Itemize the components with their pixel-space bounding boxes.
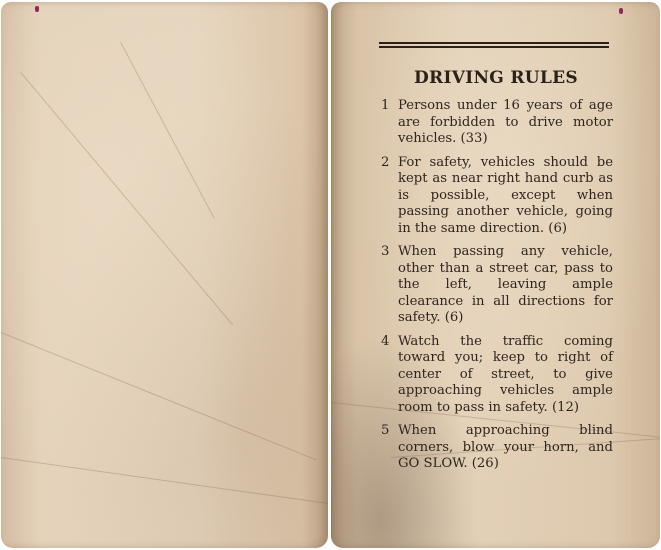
spine-fold: [331, 2, 332, 548]
crease-line: [1, 332, 316, 460]
rule-text: When passing any vehicle, other than a street car, pass to the left, leaving ample clearance in all directions for safety. (6): [398, 244, 613, 325]
rule-item: [381, 334, 613, 417]
rule-number: 4: [381, 333, 390, 349]
ink-speck: [619, 8, 623, 14]
crease-line: [20, 72, 233, 325]
rule-item: [381, 423, 613, 473]
rule-number: 3: [381, 244, 390, 259]
double-rule: [379, 42, 609, 48]
rule-text: When approaching blind corners, blow your horn, and GO SLOW. (26): [398, 423, 613, 471]
rule-item: [381, 244, 613, 327]
left-page: [1, 2, 328, 548]
rule-number: 2: [381, 154, 390, 170]
rule-text: For safety, vehicles should be kept as near right hand curb as is possible, except when passing another vehicle, going in the same direction. (6): [398, 154, 613, 236]
ink-speck: [35, 6, 39, 12]
rule-text: Persons under 16 years of age are forbidden to drive motor vehicles. (33): [398, 98, 613, 146]
rule-number: 1: [381, 98, 390, 113]
right-page: [331, 2, 660, 548]
rule-item: [381, 155, 613, 238]
rules-list: [381, 98, 613, 480]
crease-line: [120, 42, 215, 219]
rule-number: 5: [381, 423, 390, 438]
page-heading: DRIVING RULES: [414, 68, 578, 88]
crease-line: [1, 457, 328, 504]
rule-item: [381, 98, 613, 148]
rule-text: Watch the traffic coming toward you; keep to right of center of street, to give approaching vehicles ample room to pass in safety. (12): [398, 333, 613, 415]
